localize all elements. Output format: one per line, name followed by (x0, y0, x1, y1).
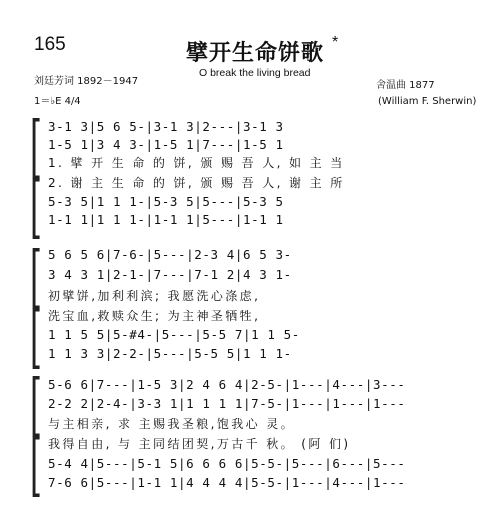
lyric-verse-1: 初擘饼,加利利滨; 我愿洗心涤虑, (48, 289, 261, 303)
system-brace: [ (30, 366, 42, 445)
hymn-title: 擘开生命饼歌 (186, 41, 325, 66)
key-signature: 1＝♭E 4/4 (34, 96, 81, 107)
alto-notes: 2-2 2|2-4-|3-3 1|1 1 1 1|7-5-|1---|1---|1--- (48, 396, 406, 411)
system-brace: [ (30, 426, 42, 505)
tenor-notes: 5-4 4|5---|5-1 5|6 6 6 6|5-5-|5---|6---|5--- (48, 456, 406, 471)
lyricist-credit: 刘廷芳词 1892－1947 (34, 76, 139, 87)
system-brace: [ (30, 238, 42, 317)
title-footnote-mark: * (332, 34, 339, 51)
lyric-verse-2: 我得自由, 与 主同结团契,万古千 秋。 (阿 们) (48, 437, 351, 451)
system-brace: [ (30, 168, 42, 247)
tenor-notes: 1 1 5 5|5-#4-|5---|5-5 7|1 1 5- (48, 327, 300, 342)
alto-notes: 1-5 1|3 4 3-|1-5 1|7---|1-5 1 (48, 137, 284, 152)
lyric-verse-2: 2. 谢 主 生 命 的 饼, 颁 赐 吾 人, 谢 主 所 (48, 176, 345, 190)
hymn-number: 165 (34, 34, 66, 55)
soprano-notes: 5 6 5 6|7-6-|5---|2-3 4|6 5 3- (48, 247, 292, 262)
bass-notes: 1 1 3 3|2-2-|5---|5-5 5|1 1 1- (48, 346, 292, 361)
composer-credit: 舍温曲 1877 (376, 80, 435, 91)
composer-english-name: (William F. Sherwin) (378, 96, 477, 107)
alto-notes: 3 4 3 1|2-1-|7---|7-1 2|4 3 1- (48, 267, 292, 282)
lyric-verse-1: 1. 擘 开 生 命 的 饼, 颁 赐 吾 人, 如 主 当 (48, 156, 345, 170)
english-title: O break the living bread (199, 67, 311, 79)
lyric-verse-2: 洗宝血,救赎众生; 为主神圣牺牲, (48, 309, 261, 323)
system-brace: [ (30, 298, 42, 377)
bass-notes: 7-6 6|5---|1-1 1|4 4 4 4|5-5-|1---|4---|1--- (48, 475, 406, 490)
soprano-notes: 3-1 3|5 6 5-|3-1 3|2---|3-1 3 (48, 119, 284, 134)
tenor-notes: 5-3 5|1 1 1-|5-3 5|5---|5-3 5 (48, 194, 284, 209)
system-brace: [ (30, 108, 42, 187)
soprano-notes: 5-6 6|7---|1-5 3|2 4 6 4|2-5-|1---|4---|3--- (48, 377, 406, 392)
bass-notes: 1-1 1|1 1 1-|1-1 1|5---|1-1 1 (48, 212, 284, 227)
lyric-verse-1: 与主相亲, 求 主赐我圣粮,饱我心 灵。 (48, 417, 296, 431)
